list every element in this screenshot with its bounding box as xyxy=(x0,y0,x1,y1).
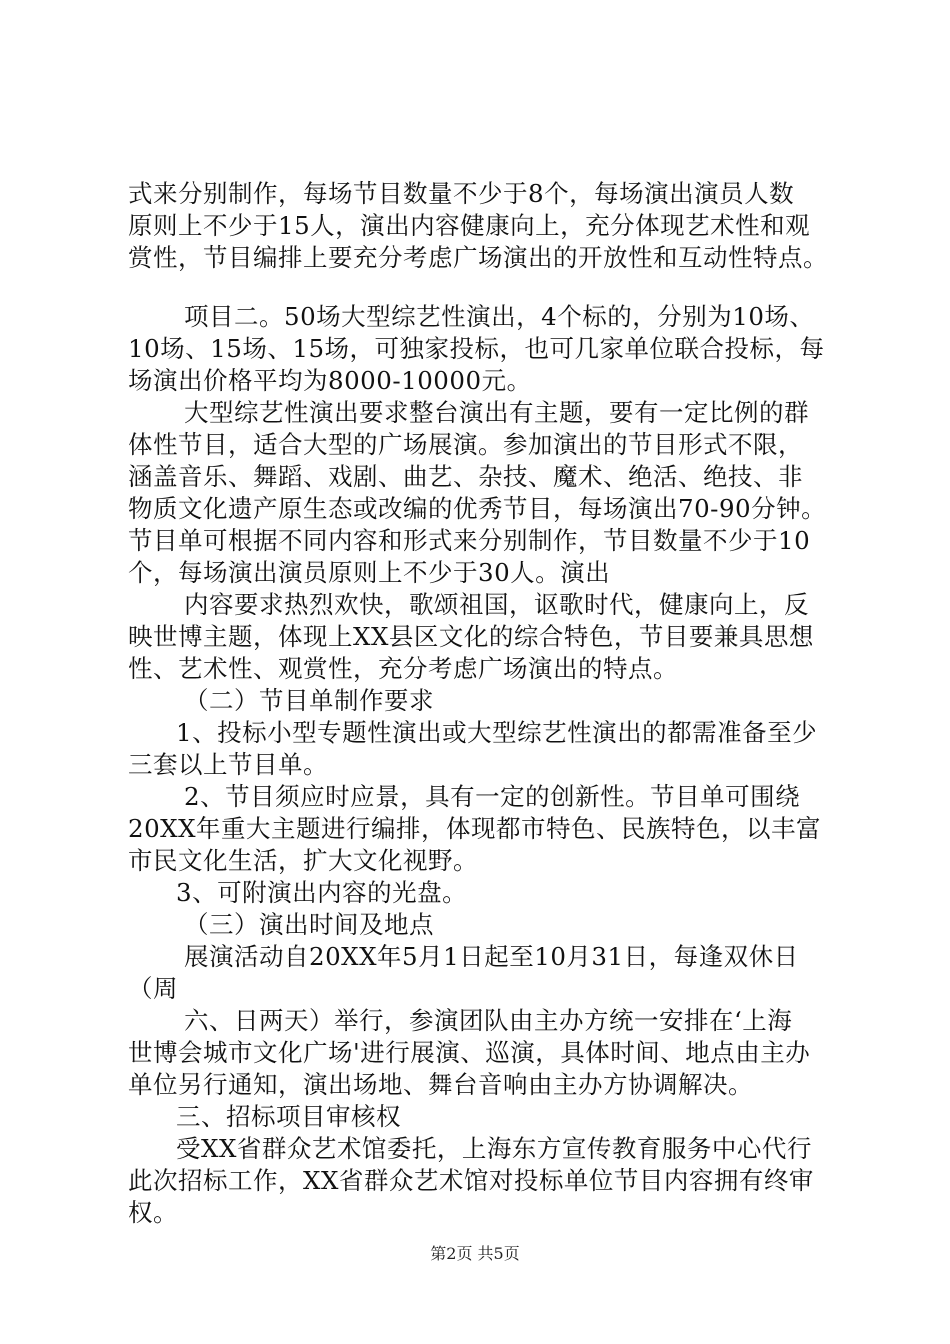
body-text-line: 体性节目，适合大型的广场展演。参加演出的节目形式不限， xyxy=(128,430,803,459)
body-text-line: 性、艺术性、观赏性，充分考虑广场演出的特点。 xyxy=(128,654,678,683)
body-text-line: 大型综艺性演出要求整台演出有主题，要有一定比例的群 xyxy=(184,398,809,427)
body-text-line: 三套以上节目单。 xyxy=(128,750,328,779)
body-text-line: 项目二。50场大型综艺性演出，4个标的，分别为10场、 xyxy=(184,302,815,331)
body-text-line: 市民文化生活，扩大文化视野。 xyxy=(128,846,478,875)
body-text-line: 内容要求热烈欢快，歌颂祖国，讴歌时代，健康向上，反 xyxy=(184,590,809,619)
body-text-line: 六、日两天）举行，参演团队由主办方统一安排在‘上海 xyxy=(184,1006,793,1035)
body-text-line: 20XX年重大主题进行编排，体现都市特色、民族特色，以丰富 xyxy=(128,814,822,843)
body-text-line: 场演出价格平均为8000-10000元。 xyxy=(128,366,532,395)
body-text-line: 赏性，节目编排上要充分考虑广场演出的开放性和互动性特点。 xyxy=(128,243,828,272)
body-text-line: 单位另行通知，演出场地、舞台音响由主办方协调解决。 xyxy=(128,1070,753,1099)
body-text-line: 2、节目须应时应景，具有一定的创新性。节目单可围绕 xyxy=(184,782,801,811)
body-text-line: 此次招标工作，XX省群众艺术馆对投标单位节目内容拥有终审 xyxy=(128,1166,814,1195)
body-text-line: 受XX省群众艺术馆委托，上海东方宣传教育服务中心代行 xyxy=(176,1134,812,1163)
body-text-line: 原则上不少于15人，演出内容健康向上，充分体现艺术性和观 xyxy=(128,211,811,240)
section-heading: （二）节目单制作要求 xyxy=(184,686,434,715)
section-heading: 三、招标项目审核权 xyxy=(176,1102,401,1131)
body-text-line: 10场、15场、15场，可独家投标，也可几家单位联合投标，每 xyxy=(128,334,825,363)
body-text-line: 个，每场演出演员原则上不少于30人。演出 xyxy=(128,558,611,587)
section-heading: （三）演出时间及地点 xyxy=(184,910,434,939)
page-footer: 第2页 共5页 xyxy=(430,1244,520,1263)
body-text-line: （周 xyxy=(128,974,178,1003)
body-text-line: 3、可附演出内容的光盘。 xyxy=(176,878,468,907)
body-text-line: 物质文化遗产原生态或改编的优秀节目，每场演出70-90分钟。 xyxy=(128,494,827,523)
body-text-line: 式来分别制作，每场节目数量不少于8个，每场演出演员人数 xyxy=(128,179,795,208)
body-text-line: 展演活动自20XX年5月1日起至10月31日，每逢双休日 xyxy=(184,942,799,971)
body-text-line: 涵盖音乐、舞蹈、戏剧、曲艺、杂技、魔术、绝活、绝技、非 xyxy=(128,462,803,491)
body-text-line: 节目单可根据不同内容和形式来分别制作，节目数量不少于10 xyxy=(128,526,811,555)
body-text-line: 1、投标小型专题性演出或大型综艺性演出的都需准备至少 xyxy=(176,718,818,747)
body-text-line: 世博会城市文化广场'进行展演、巡演，具体时间、地点由主办 xyxy=(128,1038,811,1067)
body-text-line: 映世博主题，体现上XX县区文化的综合特色，节目要兼具思想 xyxy=(128,622,814,651)
body-text-line: 权。 xyxy=(128,1198,178,1227)
